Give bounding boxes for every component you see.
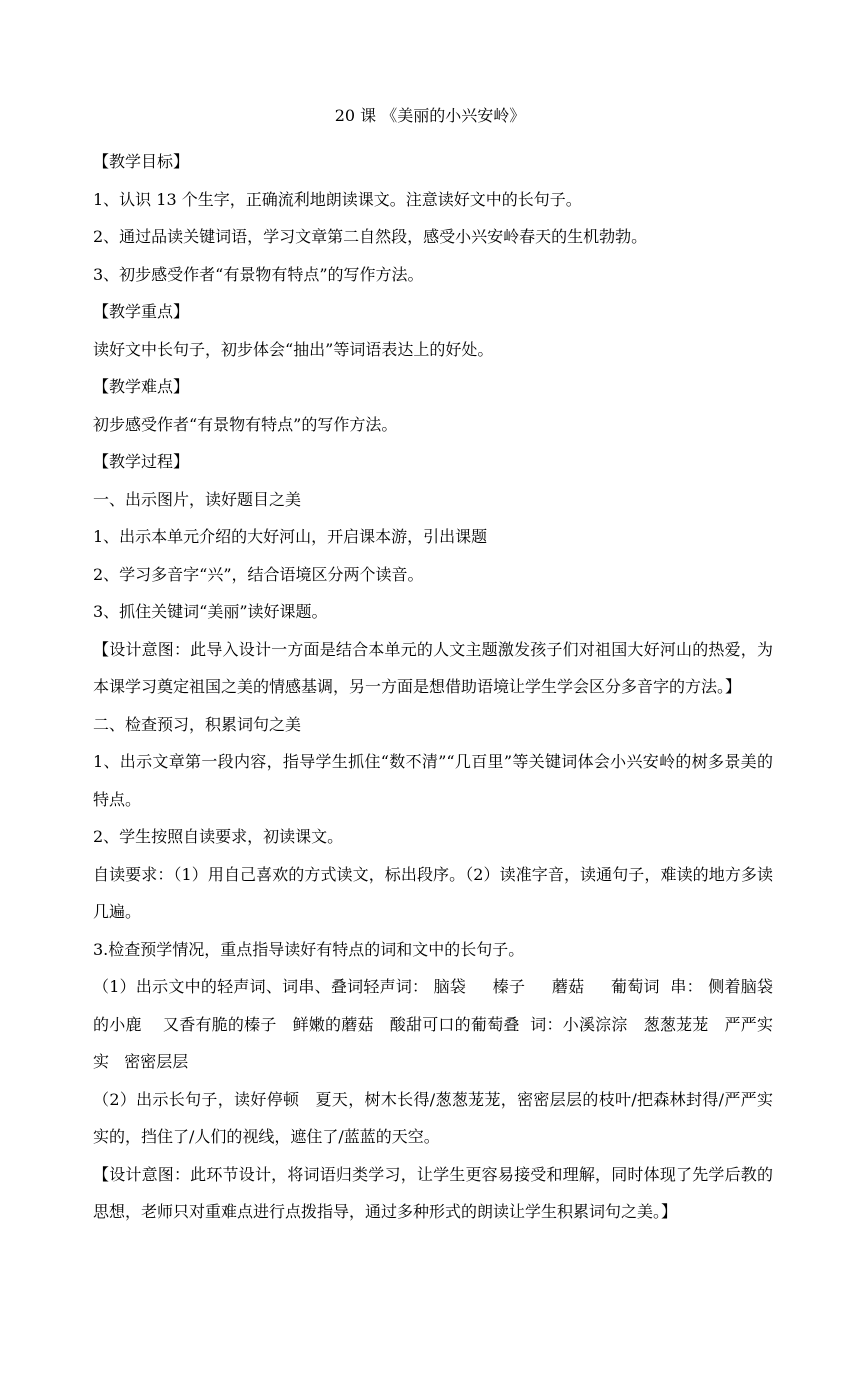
document-title: 20 课 《美丽的小兴安岭》 (334, 106, 526, 125)
word-list: （1）出示文中的轻声词、词串、叠词轻声词： 脑袋 榛子 蘑菇 葡萄词 串： 侧着脑袋的小鹿 又香有脆的榛子 鲜嫩的蘑菇 酸甜可口的葡萄叠 词：小溪淙淙 葱葱茏茏 严严实实 密密层层 (93, 977, 773, 1071)
goal-item-2: 2、通过品读关键词语，学习文章第二自然段，感受小兴安岭春天的生机勃勃。 (93, 227, 648, 246)
process-step-1-3: 3、抓住关键词“美丽”读好课题。 (93, 602, 328, 621)
goal-item-3: 3、初步感受作者“有景物有特点”的写作方法。 (93, 264, 424, 284)
process-section-2: 二、检查预习，积累词句之美 (93, 714, 302, 734)
heading-teaching-goals: 【教学目标】 (93, 152, 190, 171)
heading-difficulties: 【教学难点】 (93, 377, 190, 396)
long-sentence: （2）出示长句子，读好停顿 夏天，树木长得/葱葱茏茏，密密层层的枝叶/把森林封得/严严实实的，挡住了/人们的视线，遮住了/蓝蓝的天空。 (93, 1089, 773, 1146)
process-step-1-2: 2、学习多音字“兴”，结合语境区分两个读音。 (93, 564, 424, 584)
key-points-text: 读好文中长句子，初步体会“抽出”等词语表达上的好处。 (93, 339, 494, 359)
process-step-2-2: 2、学生按照自读要求，初读课文。 (93, 827, 344, 846)
design-intent-2: 【设计意图：此环节设计，将词语归类学习，让学生更容易接受和理解，同时体现了先学后教的思想，老师只对重难点进行点拨指导，通过多种形式的朗读让学生积累词句之美。】 (93, 1164, 773, 1221)
goal-item-1: 1、认识 13 个生字，正确流利地朗读课文。注意读好文中的长句子。 (93, 189, 582, 209)
process-section-1: 一、出示图片，读好题目之美 (93, 489, 302, 509)
document-body (93, 143, 773, 1231)
heading-key-points: 【教学重点】 (93, 302, 190, 321)
reading-requirements: 自读要求：（1）用自己喜欢的方式读文，标出段序。（2）读准字音，读通句子，难读的地方多读几遍。 (93, 864, 773, 921)
design-intent-1: 【设计意图：此导入设计一方面是结合本单元的人文主题激发孩子们对祖国大好河山的热爱，为本课学习奠定祖国之美的情感基调，另一方面是想借助语境让学生学会区分多音字的方法。】 (93, 639, 773, 696)
process-step-2-1: 1、出示文章第一段内容，指导学生抓住“数不清”“几百里”等关键词体会小兴安岭的树多景美的特点。 (93, 752, 773, 809)
process-step-1-1: 1、出示本单元介绍的大好河山，开启课本游，引出课题 (93, 527, 488, 546)
heading-process: 【教学过程】 (93, 452, 190, 471)
difficulties-text: 初步感受作者“有景物有特点”的写作方法。 (93, 414, 398, 434)
process-step-2-3: 3.检查预学情况，重点指导读好有特点的词和文中的长句子。 (93, 939, 525, 959)
